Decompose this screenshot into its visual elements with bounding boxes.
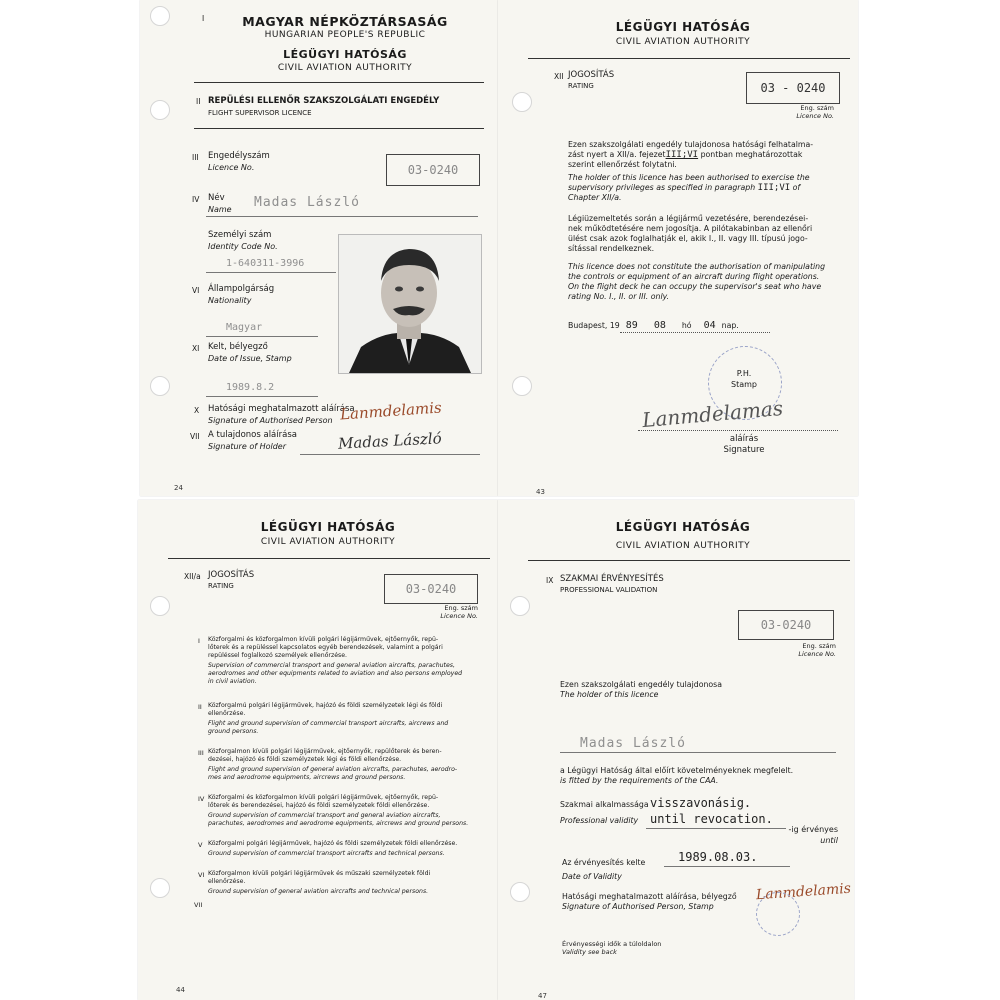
rating-text-hu: ellenőrzése.	[208, 710, 246, 717]
issue-place-date: Budapest, 19 89 08 hó 04 nap.	[568, 320, 739, 331]
rating-roman: I	[198, 637, 200, 645]
licence-no-caption: Eng. szám Licence No.	[440, 604, 478, 620]
nationality-value: Magyar	[226, 322, 263, 333]
professional-validity-en-value: until revocation.	[650, 812, 773, 826]
restriction-en: This licence does not constitute the authorisation of manipulating the controls or equipment of an aircraft during flight operations. On the flight deck he can occupy the supervisor's seat who have rating No. I., II. or III. only.	[568, 262, 826, 301]
authorisation-hu: Ezen szakszolgálati engedély tulajdonosa hatósági felhatalma- zást nyert a XII/a. fejezetIII;VI pontban meghatározottak szerint ellenőrzést folytatni.	[568, 140, 814, 169]
authority-title-en: CIVIL AVIATION AUTHORITY	[615, 37, 751, 47]
rating-text-hu: Közforgalmon kívüli polgári légijárművek, ejtőernyők, repülőterek és beren-	[208, 748, 442, 755]
divider	[168, 558, 490, 559]
date-of-validity-value: 1989.08.03.	[678, 850, 758, 864]
roman-numeral: IX	[546, 576, 554, 585]
rating-text-hu: Közforgalmi polgári légijárművek, hajózó és földi személyzetek földi ellenőrzése.	[208, 840, 458, 847]
holder-photo	[338, 234, 482, 374]
authority-signature: Lanmdelamas	[641, 395, 784, 433]
issue-date-value: 1989.8.2	[226, 382, 275, 393]
rating-text-en: parachutes, aerodromes and aerodrome equipments, aircrews and ground persons.	[208, 820, 469, 827]
issue-date-label: Kelt, bélyegző Date of Issue, Stamp	[208, 342, 292, 363]
authorised-signature-label: Hatósági meghatalmazott aláírása, bélyegző Signature of Authorised Person, Stamp	[562, 892, 737, 911]
rating-roman: IV	[198, 795, 205, 803]
punch-hole	[150, 596, 170, 616]
rating-text-en: Ground supervision of commercial transport and general aviation aircrafts,	[208, 812, 441, 819]
roman-numeral: VI	[192, 286, 200, 295]
rating-roman: II	[198, 703, 202, 711]
licence-page-44	[138, 500, 498, 1000]
punch-hole	[150, 878, 170, 898]
rating-roman: III	[198, 749, 204, 757]
professional-validity-label: Szakmai alkalmassága Professional validity	[560, 800, 649, 825]
licence-no-caption: Eng. szám Licence No.	[798, 642, 836, 658]
authority-title-en: CIVIL AVIATION AUTHORITY	[277, 63, 413, 73]
validation-label: SZAKMAI ÉRVÉNYESÍTÉS PROFESSIONAL VALIDATION	[560, 574, 664, 594]
punch-hole	[510, 596, 530, 616]
rating-text-hu: Közforgalmi és közforgalmon kívüli polgári légijárművek, ejtőernyők, repü-	[208, 636, 439, 643]
rating-text-en: ground persons.	[208, 728, 259, 735]
punch-hole	[512, 376, 532, 396]
licence-page-47	[498, 500, 854, 1000]
country-title-en: HUNGARIAN PEOPLE'S REPUBLIC	[264, 30, 426, 40]
nationality-label: Állampolgárság Nationality	[208, 284, 275, 305]
rating-text-hu: lőterek és berendezései, hajózó és földi személyzetek földi ellenőrzése.	[208, 802, 430, 809]
punch-hole	[150, 100, 170, 120]
rating-text-en: Ground supervision of commercial transport aircrafts and technical persons.	[208, 850, 445, 857]
validity-note: Érvényességi idők a túloldalon Validity see back	[562, 940, 662, 956]
roman-numeral: XII	[554, 72, 564, 81]
divider	[528, 560, 850, 561]
rating-text-hu: repüléssel foglalkozó személyek ellenőrzése.	[208, 652, 348, 659]
licence-page-43	[498, 0, 858, 496]
field-line	[206, 272, 336, 273]
authorisation-en: The holder of this licence has been authorised to exercise the supervisory privileges as specified in paragraph III;VI of Chapter XII/a.	[568, 173, 810, 202]
field-line	[206, 216, 478, 217]
licence-no-caption: Eng. szám Licence No.	[796, 104, 834, 120]
signature-caption: aláírás Signature	[723, 434, 765, 455]
page-number: 44	[176, 986, 185, 994]
authority-title-en: CIVIL AVIATION AUTHORITY	[260, 537, 396, 547]
roman-numeral: XI	[192, 344, 200, 353]
rating-roman: VII	[194, 901, 203, 909]
licence-type: REPÜLÉSI ELLENŐR SZAKSZOLGÁLATI ENGEDÉLY	[208, 96, 440, 106]
authorised-signature-label: Hatósági meghatalmazott aláírása Signature of Authorised Person	[208, 404, 355, 425]
professional-validity-hu-value: visszavonásig.	[650, 796, 752, 810]
field-line	[646, 828, 786, 829]
field-line	[664, 866, 790, 867]
identity-code-value: 1-640311-3996	[226, 258, 305, 269]
field-line	[206, 396, 318, 397]
portrait-image	[339, 235, 481, 373]
restriction-hu: Légiüzemeltetés során a légijármű vezetésére, berendezései- nek működtetésére nem jogosítja. A pilótakabinban az ellenőri ülést csak azok foglalhatják el, akik I., II. vagy III. típusú jogo- sítással rendelkeznek.	[568, 214, 813, 253]
rating-text-hu: ellenőrzése.	[208, 878, 246, 885]
divider	[528, 58, 850, 59]
stamp-caption: P.H. Stamp	[731, 369, 757, 389]
authority-title: LÉGÜGYI HATÓSÁG	[260, 520, 396, 534]
rating-text-hu: dezései, hajózó és földi személyzetek légi és földi ellenőrzése.	[208, 756, 402, 763]
punch-hole	[512, 92, 532, 112]
authority-title: LÉGÜGYI HATÓSÁG	[615, 20, 751, 34]
rating-text-en: Ground supervision of general aviation aircrafts and technical persons.	[208, 888, 429, 895]
rating-text-en: Flight and ground supervision of commercial transport aircrafts, aircrews and	[208, 720, 449, 727]
licence-no-box: 03 - 0240	[746, 72, 840, 104]
field-line	[206, 336, 318, 337]
rating-label: JOGOSÍTÁS RATING	[568, 70, 615, 90]
until-label: -ig érvényes until	[788, 825, 838, 845]
rating-text-hu: Közforgalmú polgári légijárművek, hajózó és földi személyzetek légi és földi	[208, 702, 443, 709]
holder-name: Madas László	[580, 736, 686, 751]
field-line	[300, 454, 480, 455]
rating-roman: VI	[198, 871, 205, 879]
rating-text-en: Flight and ground supervision of general aviation aircrafts, parachutes, aerodro-	[208, 766, 458, 773]
date-dotted-line	[620, 332, 770, 333]
page-number: 47	[538, 992, 547, 1000]
name-value: Madas László	[254, 195, 360, 210]
licence-no-label: Engedélyszám Licence No.	[208, 151, 270, 172]
punch-hole	[150, 376, 170, 396]
divider	[194, 82, 484, 83]
holder-statement: Ezen szakszolgálati engedély tulajdonosa The holder of this licence	[560, 680, 723, 699]
licence-no-box: 03-0240	[738, 610, 834, 640]
authority-title-en: CIVIL AVIATION AUTHORITY	[615, 541, 751, 551]
licence-page-24	[140, 0, 498, 496]
roman-numeral: I	[202, 14, 205, 23]
name-label: Név Name	[208, 193, 232, 214]
rating-text-en: Supervision of commercial transport and general aviation aircrafts, parachutes,	[208, 662, 455, 669]
page-number: 43	[536, 488, 545, 496]
authority-title: LÉGÜGYI HATÓSÁG	[283, 48, 407, 61]
roman-numeral: III	[192, 153, 199, 162]
authorised-signature: Lanmdelamis	[339, 398, 443, 424]
identity-code-label: Személyi szám Identity Code No.	[208, 230, 278, 251]
authorised-signature: Lanmdelamis	[755, 880, 852, 904]
official-stamp	[756, 892, 800, 936]
roman-numeral: II	[196, 97, 201, 106]
licence-no-box: 03-0240	[386, 154, 480, 186]
rating-text-en: mes and aerodrome equipments, aircrews and ground persons.	[208, 774, 406, 781]
rating-text-en: aerodromes and other equipments related to aviation and also persons employed	[208, 670, 463, 677]
field-line	[560, 752, 836, 753]
divider	[194, 128, 484, 129]
country-title: MAGYAR NÉPKÖZTÁRSASÁG	[242, 14, 448, 29]
licence-no-box: 03-0240	[384, 574, 478, 604]
punch-hole	[150, 6, 170, 26]
date-of-validity-label: Az érvényesítés kelte Date of Validity	[562, 858, 646, 881]
authority-title: LÉGÜGYI HATÓSÁG	[615, 520, 751, 534]
punch-hole	[510, 882, 530, 902]
requirements-statement: a Légügyi Hatóság által előírt követelményeknek megfelelt. is fitted by the requirements of the CAA.	[560, 766, 794, 785]
rating-roman: V	[198, 841, 203, 849]
page-number: 24	[174, 484, 183, 492]
roman-numeral: IV	[192, 195, 200, 204]
rating-text-hu: lőterek és a repüléssel kapcsolatos egyéb berendezések, valamint a polgári	[208, 644, 443, 651]
rating-text-hu: Közforgalmon kívüli polgári légijárművek és műszaki személyzetek földi	[208, 870, 431, 877]
rating-text-en: in civil aviation.	[208, 678, 257, 685]
licence-type-en: FLIGHT SUPERVISOR LICENCE	[208, 109, 312, 117]
rating-label: JOGOSÍTÁS RATING	[208, 570, 255, 590]
roman-numeral: VII	[190, 432, 200, 441]
signature-dotted-line	[638, 430, 838, 431]
holder-signature: Madas László	[337, 429, 443, 453]
roman-numeral: XII/a	[184, 572, 201, 581]
rating-text-hu: Közforgalmi és közforgalmon kívüli polgári légijárművek, ejtőernyők, repü-	[208, 794, 439, 801]
holder-signature-label: A tulajdonos aláírása Signature of Holder	[208, 430, 297, 451]
roman-numeral: X	[194, 406, 200, 415]
